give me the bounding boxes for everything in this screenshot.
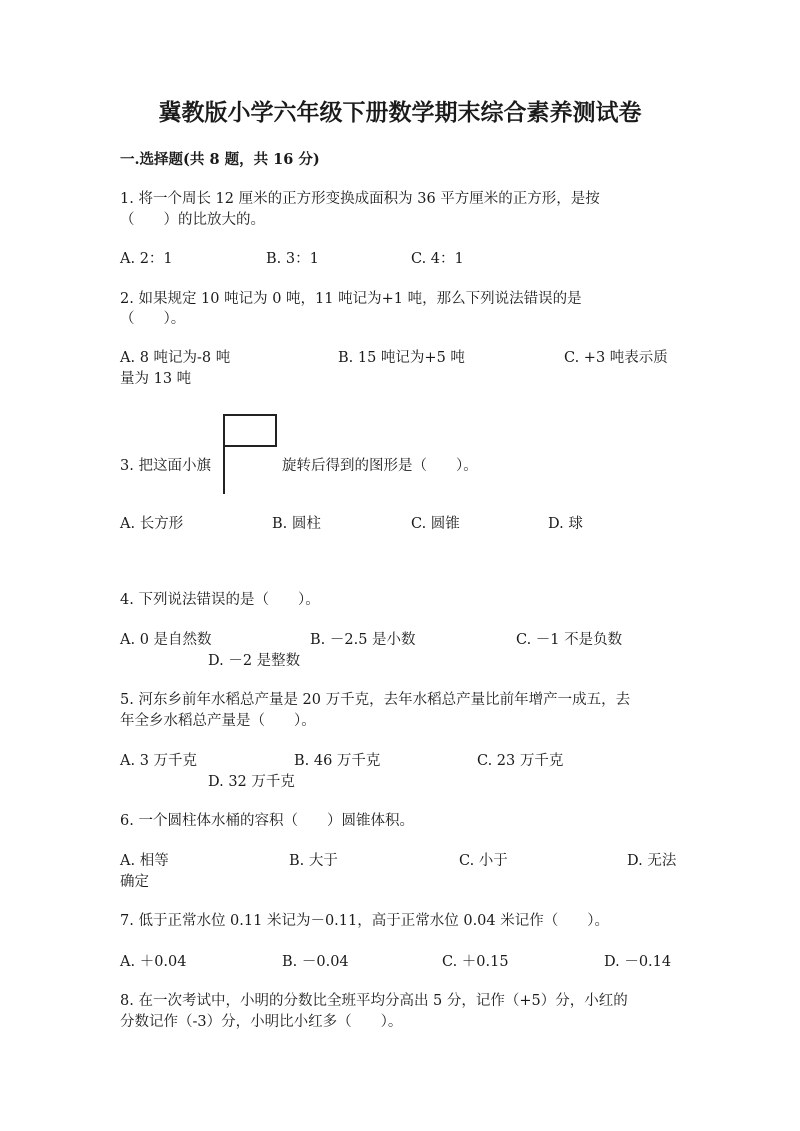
question-4-option-b: B. －2.5 是小数 xyxy=(310,632,416,648)
question-1-option-c: C. 4：1 xyxy=(411,251,464,267)
question-6-option-d-wrap: 确定 xyxy=(120,874,149,890)
flag-icon xyxy=(223,414,277,447)
question-3-line-2: 旋转后得到的图形是（ ）。 xyxy=(282,458,478,474)
question-4-option-c: C. －1 不是负数 xyxy=(516,632,623,648)
question-4-option-a: A. 0 是自然数 xyxy=(120,632,212,648)
question-1-option-a: A. 2：1 xyxy=(120,251,173,267)
question-6-option-a: A. 相等 xyxy=(120,853,169,869)
question-5-option-d: D. 32 万千克 xyxy=(208,774,295,790)
question-2-line-1: 2. 如果规定 10 吨记为 0 吨，11 吨记为+1 吨，那么下列说法错误的是 xyxy=(120,291,582,307)
question-4-line-1: 4. 下列说法错误的是（ ）。 xyxy=(120,592,320,608)
question-6-line-1: 6. 一个圆柱体水桶的容积（ ）圆锥体积。 xyxy=(120,813,414,829)
question-2-option-b: B. 15 吨记为+5 吨 xyxy=(338,350,465,366)
question-5-option-a: A. 3 万千克 xyxy=(120,753,198,769)
question-2-line-2: （ ）。 xyxy=(120,311,186,327)
question-5-line-2: 年全乡水稻总产量是（ ）。 xyxy=(120,713,316,729)
question-2-option-c: C. +3 吨表示质 xyxy=(564,350,668,366)
question-7-option-c: C. ＋0.15 xyxy=(442,954,509,970)
question-1-line-2: （ ）的比放大的。 xyxy=(120,212,265,228)
question-6-option-d: D. 无法 xyxy=(627,853,677,869)
question-7-line-1: 7. 低于正常水位 0.11 米记为－0.11，高于正常水位 0.04 米记作（ ）。 xyxy=(120,913,609,929)
question-7-option-a: A. ＋0.04 xyxy=(120,954,187,970)
question-3-option-a: A. 长方形 xyxy=(120,516,184,532)
page-title: 冀教版小学六年级下册数学期末综合素养测试卷 xyxy=(158,99,642,126)
question-7-option-b: B. －0.04 xyxy=(282,954,349,970)
question-4-option-d: D. －2 是整数 xyxy=(208,653,301,669)
question-3-option-d: D. 球 xyxy=(548,516,583,532)
question-3-option-b: B. 圆柱 xyxy=(272,516,321,532)
question-3-option-c: C. 圆锥 xyxy=(411,516,460,532)
question-8-line-1: 8. 在一次考试中，小明的分数比全班平均分高出 5 分，记作（+5）分，小红的 xyxy=(120,993,628,1009)
question-6-option-b: B. 大于 xyxy=(289,853,338,869)
question-5-option-c: C. 23 万千克 xyxy=(477,753,564,769)
question-3-line-1: 3. 把这面小旗 xyxy=(120,458,211,474)
question-8-line-2: 分数记作（-3）分，小明比小红多（ ）。 xyxy=(120,1014,403,1030)
question-5-option-b: B. 46 万千克 xyxy=(294,753,381,769)
question-1-option-b: B. 3：1 xyxy=(266,251,319,267)
question-1-line-1: 1. 将一个周长 12 厘米的正方形变换成面积为 36 平方厘米的正方形，是按 xyxy=(120,191,600,207)
question-5-line-1: 5. 河东乡前年水稻总产量是 20 万千克，去年水稻总产量比前年增产一成五，去 xyxy=(120,692,631,708)
question-2-option-a: A. 8 吨记为-8 吨 xyxy=(120,350,231,366)
question-2-option-c-wrap: 量为 13 吨 xyxy=(120,371,192,387)
section-heading: 一.选择题(共 8 题，共 16 分) xyxy=(120,151,320,168)
question-6-option-c: C. 小于 xyxy=(459,853,508,869)
question-7-option-d: D. －0.14 xyxy=(604,954,672,970)
